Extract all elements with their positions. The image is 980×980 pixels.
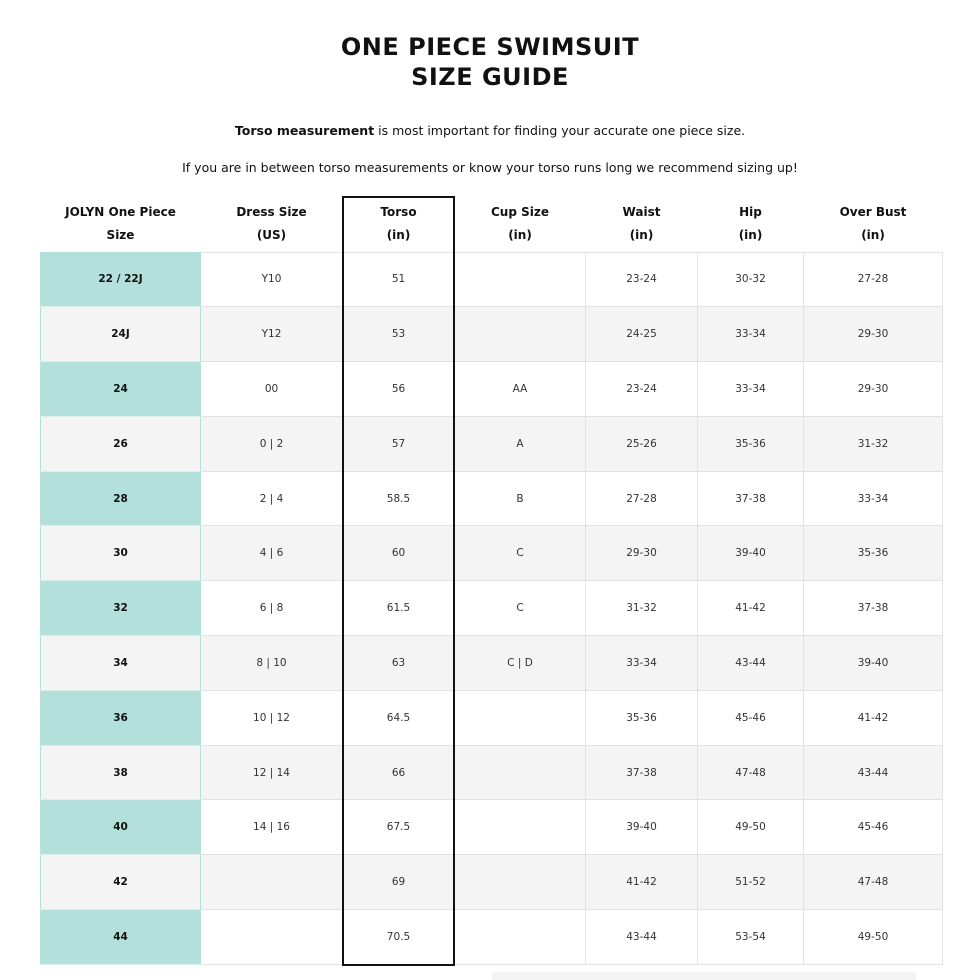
page-title xyxy=(0,32,980,92)
column-header xyxy=(586,197,698,252)
table-cell xyxy=(455,910,586,965)
header-text: Size xyxy=(106,228,135,243)
column-header xyxy=(455,197,586,252)
table-cell: 24J xyxy=(41,307,201,362)
table-row xyxy=(41,690,943,745)
table-cell: 29-30 xyxy=(804,307,943,362)
table-row xyxy=(41,416,943,471)
intro-text xyxy=(0,123,980,138)
table-cell: Y10 xyxy=(201,252,343,307)
table-cell: 37-38 xyxy=(804,581,943,636)
table-cell: 53-54 xyxy=(698,910,804,965)
column-header xyxy=(804,197,943,252)
table-cell: 30-32 xyxy=(698,252,804,307)
header-text: (in) xyxy=(629,228,654,243)
table-cell: 51 xyxy=(343,252,455,307)
table-cell: 0 | 2 xyxy=(201,416,343,471)
table-cell: 31-32 xyxy=(804,416,943,471)
header-row xyxy=(41,197,943,252)
table-cell: 33-34 xyxy=(698,307,804,362)
header-text: (US) xyxy=(256,228,287,243)
size-table xyxy=(40,197,943,965)
table-cell: 2 | 4 xyxy=(201,471,343,526)
table-cell: 32 xyxy=(41,581,201,636)
table-cell: 30 xyxy=(41,526,201,581)
table-cell: 35-36 xyxy=(586,690,698,745)
header-text: (in) xyxy=(508,228,532,243)
table-cell xyxy=(455,855,586,910)
table-cell: 34 xyxy=(41,636,201,691)
table-cell: 41-42 xyxy=(586,855,698,910)
table-cell: 49-50 xyxy=(804,910,943,965)
table-cell: 61.5 xyxy=(343,581,455,636)
table-row xyxy=(41,362,943,417)
table-row xyxy=(41,252,943,307)
table-cell: 43-44 xyxy=(804,745,943,800)
title-line-1: ONE PIECE SWIMSUIT xyxy=(340,33,640,61)
table-cell: 36 xyxy=(41,690,201,745)
table-cell: 31-32 xyxy=(586,581,698,636)
table-cell xyxy=(201,855,343,910)
table-cell: Y12 xyxy=(201,307,343,362)
table-row xyxy=(41,471,943,526)
table-cell: 23-24 xyxy=(586,252,698,307)
table-cell: 41-42 xyxy=(698,581,804,636)
table-cell xyxy=(455,800,586,855)
table-cell: 35-36 xyxy=(698,416,804,471)
table-cell: 26 xyxy=(41,416,201,471)
table-cell: B xyxy=(455,471,586,526)
scroll-bar xyxy=(492,972,916,980)
table-cell: 23-24 xyxy=(586,362,698,417)
table-cell: 14 | 16 xyxy=(201,800,343,855)
table-cell: C xyxy=(455,581,586,636)
table-cell: A xyxy=(455,416,586,471)
column-header xyxy=(343,197,455,252)
table-cell xyxy=(455,745,586,800)
table-cell: 49-50 xyxy=(698,800,804,855)
table-row xyxy=(41,855,943,910)
header-text: (in) xyxy=(386,228,411,243)
intro-bold: Torso measurement xyxy=(234,123,375,138)
header-text: (in) xyxy=(861,228,885,243)
table-cell: 53 xyxy=(343,307,455,362)
table-cell: 33-34 xyxy=(698,362,804,417)
table-cell: 29-30 xyxy=(804,362,943,417)
table-row xyxy=(41,581,943,636)
table-cell: 33-34 xyxy=(804,471,943,526)
table-cell: 57 xyxy=(343,416,455,471)
table-cell: 51-52 xyxy=(698,855,804,910)
table-cell: 43-44 xyxy=(698,636,804,691)
table-cell: 10 | 12 xyxy=(201,690,343,745)
header-text: Waist xyxy=(622,205,661,220)
header-text: (in) xyxy=(738,228,763,243)
column-header xyxy=(698,197,804,252)
table-cell: 6 | 8 xyxy=(201,581,343,636)
title-line-2: SIZE GUIDE xyxy=(411,63,569,91)
table-cell: 4 | 6 xyxy=(201,526,343,581)
table-row xyxy=(41,307,943,362)
table-cell: 45-46 xyxy=(804,800,943,855)
table-cell: 28 xyxy=(41,471,201,526)
table-cell: 8 | 10 xyxy=(201,636,343,691)
table-cell: 70.5 xyxy=(343,910,455,965)
table-cell: 43-44 xyxy=(586,910,698,965)
header-text: Hip xyxy=(739,205,762,220)
table-cell: 25-26 xyxy=(586,416,698,471)
table-cell: 24-25 xyxy=(586,307,698,362)
table-cell: 33-34 xyxy=(586,636,698,691)
table-cell: 45-46 xyxy=(698,690,804,745)
table-cell: 60 xyxy=(343,526,455,581)
table-cell: C xyxy=(455,526,586,581)
table-cell: AA xyxy=(455,362,586,417)
table-cell: 22 / 22J xyxy=(41,252,201,307)
table-row xyxy=(41,800,943,855)
table-cell: 44 xyxy=(41,910,201,965)
table-cell: C | D xyxy=(455,636,586,691)
table-cell: 37-38 xyxy=(586,745,698,800)
table-cell: 42 xyxy=(41,855,201,910)
table-cell: 35-36 xyxy=(804,526,943,581)
header-text: Dress Size xyxy=(236,205,307,220)
header-text: JOLYN One Piece xyxy=(65,205,176,220)
table-cell: 29-30 xyxy=(586,526,698,581)
table-cell: 27-28 xyxy=(804,252,943,307)
table-row xyxy=(41,636,943,691)
table-cell: 58.5 xyxy=(343,471,455,526)
header-text: Over Bust xyxy=(839,205,907,220)
sizing-note: If you are in between torso measurements or know your torso runs long we recommend sizing up! xyxy=(182,160,798,175)
table-cell: 39-40 xyxy=(586,800,698,855)
column-header xyxy=(201,197,343,252)
table-cell: 00 xyxy=(201,362,343,417)
table-cell: 41-42 xyxy=(804,690,943,745)
table-cell: 63 xyxy=(343,636,455,691)
table-cell: 69 xyxy=(343,855,455,910)
table-cell: 24 xyxy=(41,362,201,417)
table-cell: 38 xyxy=(41,745,201,800)
table-cell xyxy=(455,252,586,307)
table-row xyxy=(41,910,943,965)
table-cell: 12 | 14 xyxy=(201,745,343,800)
table-cell: 39-40 xyxy=(804,636,943,691)
table-cell: 67.5 xyxy=(343,800,455,855)
table-row xyxy=(41,745,943,800)
table-cell: 27-28 xyxy=(586,471,698,526)
table-cell: 66 xyxy=(343,745,455,800)
table-cell: 56 xyxy=(343,362,455,417)
header-text: Torso xyxy=(380,205,417,220)
column-header xyxy=(41,197,201,252)
table-cell: 37-38 xyxy=(698,471,804,526)
table-cell: 47-48 xyxy=(698,745,804,800)
table-cell: 39-40 xyxy=(698,526,804,581)
header-text: Cup Size xyxy=(491,205,549,220)
table-cell xyxy=(201,910,343,965)
table-cell: 64.5 xyxy=(343,690,455,745)
table-cell: 47-48 xyxy=(804,855,943,910)
table-cell: 40 xyxy=(41,800,201,855)
table-row xyxy=(41,526,943,581)
table-cell xyxy=(455,307,586,362)
intro-rest: is most important for finding your accurate one piece size. xyxy=(374,123,746,138)
table-cell xyxy=(455,690,586,745)
